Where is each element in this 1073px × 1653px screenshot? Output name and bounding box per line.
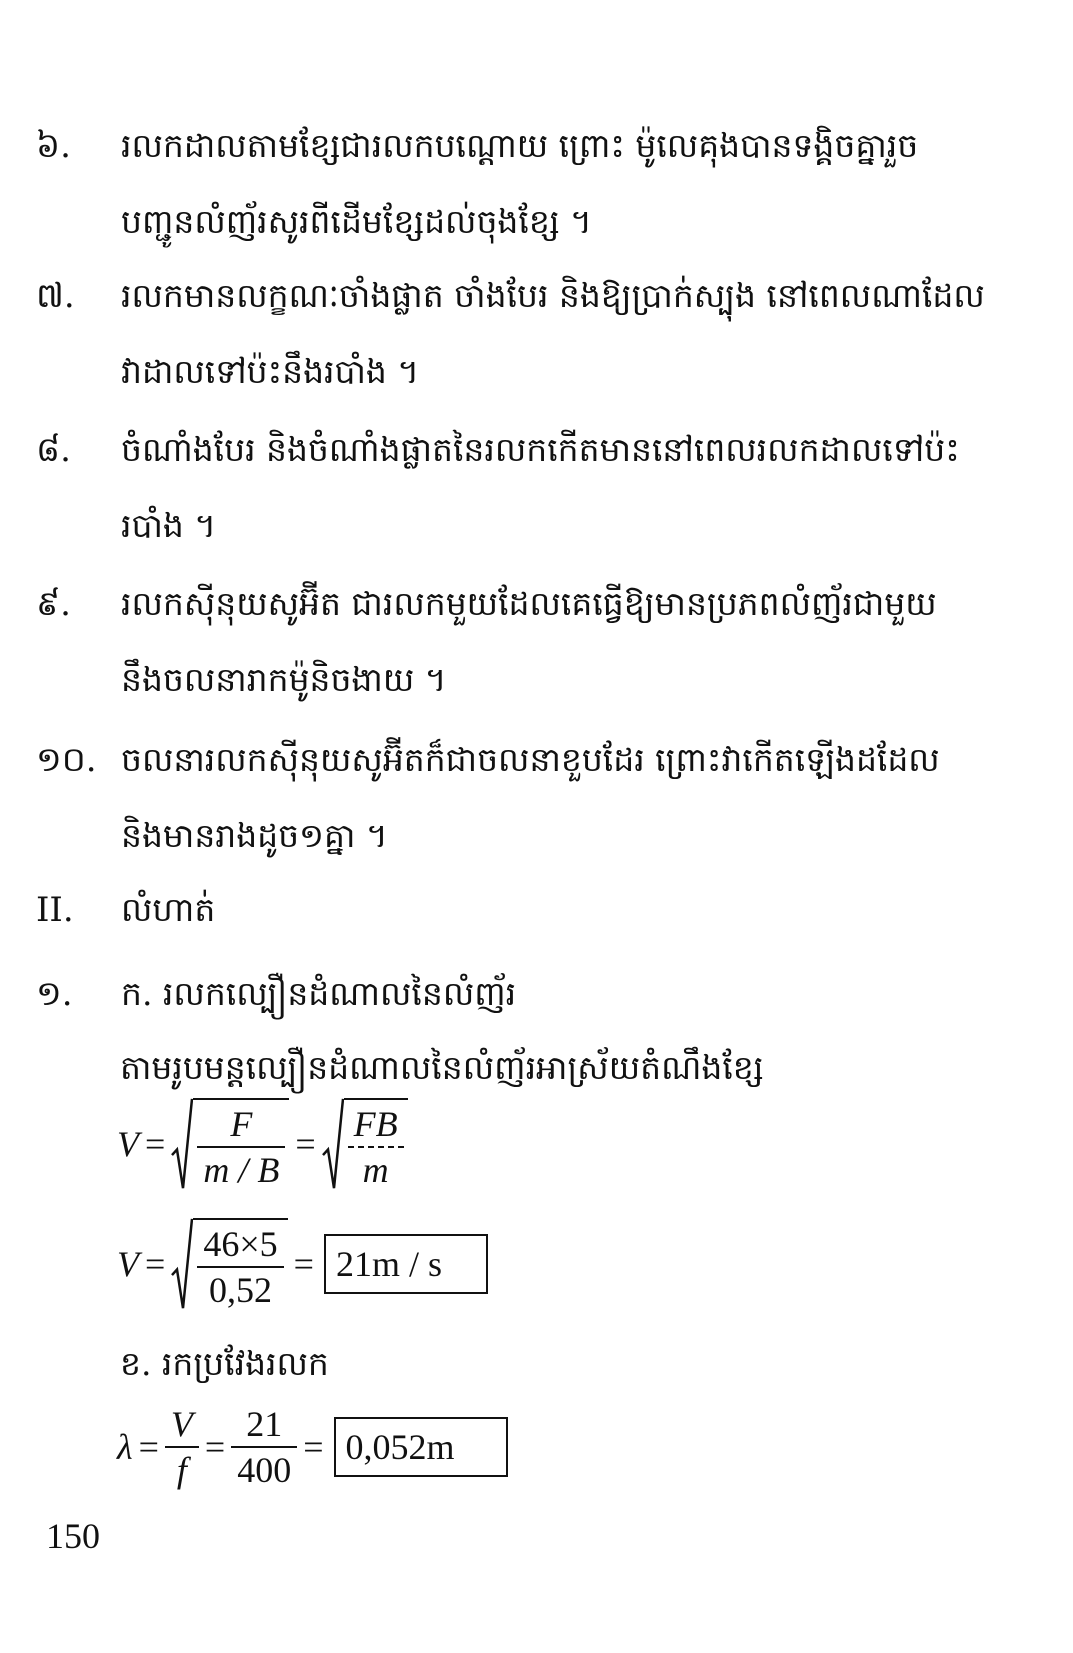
fraction-numerator: V [170, 1404, 193, 1444]
item-line: រលកស៊ីនុយសូអ៊ីត ជារលកមួយដែលគេធ្វើឱ្យមានប្រភពលំញ័រជាមួយ [121, 584, 937, 623]
section-title: លំហាត់ [121, 890, 216, 929]
item-line: បញ្ជូនលំញ័រសូរពីដើមខ្សែដល់ចុងខ្សែ ។ [121, 202, 592, 241]
section-number: II. [36, 890, 74, 930]
fraction-numerator: F [230, 1104, 253, 1144]
equals-sign: = [303, 1427, 324, 1467]
fraction-denominator: f [176, 1450, 187, 1490]
exercise-part-a-note: តាមរូបមន្តល្បឿនដំណាលនៃលំញ័រអាស្រ័យតំណឹងខ្សែ [120, 1048, 764, 1087]
fraction-denominator: 400 [237, 1450, 292, 1490]
formula-velocity-numeric [117, 1218, 488, 1310]
equals-sign: = [204, 1427, 226, 1467]
item-number: ៩. [36, 584, 71, 624]
exercise-part-a: ក. រលកល្បឿនដំណាលនៃលំញ័រ [121, 974, 517, 1013]
item-line: នឹងចលនារាកម៉ូនិចងាយ ។ [121, 660, 447, 699]
item-line: និងមានរាងដូច១គ្នា ។ [121, 816, 388, 855]
item-text [121, 566, 1036, 718]
equals-sign: = [145, 1124, 166, 1164]
formula-wavelength [117, 1404, 508, 1490]
item-line: ចំណាំងបែរ និងចំណាំងផ្លាតនៃរលកកើតមាននៅពេលរលកដាលទៅប៉ះ [121, 430, 960, 469]
item-line: រលកដាលតាមខ្សែជារលកបណ្តោយ ព្រោះ ម៉ូលេគុងបានទង្គិចគ្នារួច [121, 126, 919, 165]
fraction-numerator: 21 [246, 1404, 283, 1444]
formula-velocity-general [117, 1098, 408, 1190]
equals-sign: = [138, 1427, 159, 1467]
radical-sign [171, 1098, 193, 1190]
item-number: ៧. [36, 276, 75, 316]
boxed-result-wavelength: 0,052m [334, 1417, 508, 1477]
formula-lhs: λ [117, 1427, 133, 1467]
item-number: ៨. [36, 430, 71, 470]
fraction-denominator: m [362, 1150, 389, 1190]
item-text [121, 258, 1036, 410]
item-line: របាំង ។ [121, 506, 217, 545]
formula-lhs: V [117, 1124, 139, 1164]
equals-sign: = [293, 1244, 314, 1284]
square-root [322, 1098, 408, 1190]
item-text [121, 412, 1036, 564]
fraction-denominator: m / B [203, 1150, 280, 1190]
exercise-part-a-wrap [121, 956, 1036, 1032]
item-number: ១០. [36, 740, 97, 780]
item-line: រលកមានលក្ខណៈចាំងផ្លាត ចាំងបែរ និងឱ្យប្រាក់ស្បុង នៅពេលណាដែល [121, 276, 985, 315]
radical-sign [171, 1218, 193, 1310]
item-line: ចលនារលកស៊ីនុយសូអ៊ីតក៏ជាចលនាខួបដែរ ព្រោះវាកើតឡើងដដែល [121, 740, 940, 779]
fraction-numerator: 46×5 [203, 1224, 278, 1264]
item-text [121, 108, 1036, 260]
fraction-numerator: FB [353, 1104, 398, 1144]
formula-lhs: V [117, 1244, 139, 1284]
fraction [231, 1404, 297, 1490]
equals-sign: = [145, 1244, 166, 1284]
fraction [165, 1404, 199, 1490]
exercise-part-b: ខ. រកប្រវែងរលក [120, 1344, 329, 1383]
square-root [171, 1098, 289, 1190]
fraction [348, 1104, 404, 1190]
fraction [197, 1224, 283, 1310]
item-number: ៦. [36, 126, 71, 166]
fraction [197, 1104, 285, 1190]
radical-sign [322, 1098, 344, 1190]
square-root [171, 1218, 287, 1310]
item-text [121, 722, 1036, 874]
item-line: វាដាលទៅប៉ះនឹងរបាំង ។ [121, 352, 420, 391]
page-number: 150 [46, 1516, 100, 1556]
equals-sign: = [295, 1124, 316, 1164]
fraction-denominator: 0,52 [208, 1270, 272, 1310]
section-title-wrap [121, 872, 1036, 948]
exercise-number: ១. [36, 974, 73, 1014]
boxed-result-velocity: 21m / s [324, 1234, 488, 1294]
